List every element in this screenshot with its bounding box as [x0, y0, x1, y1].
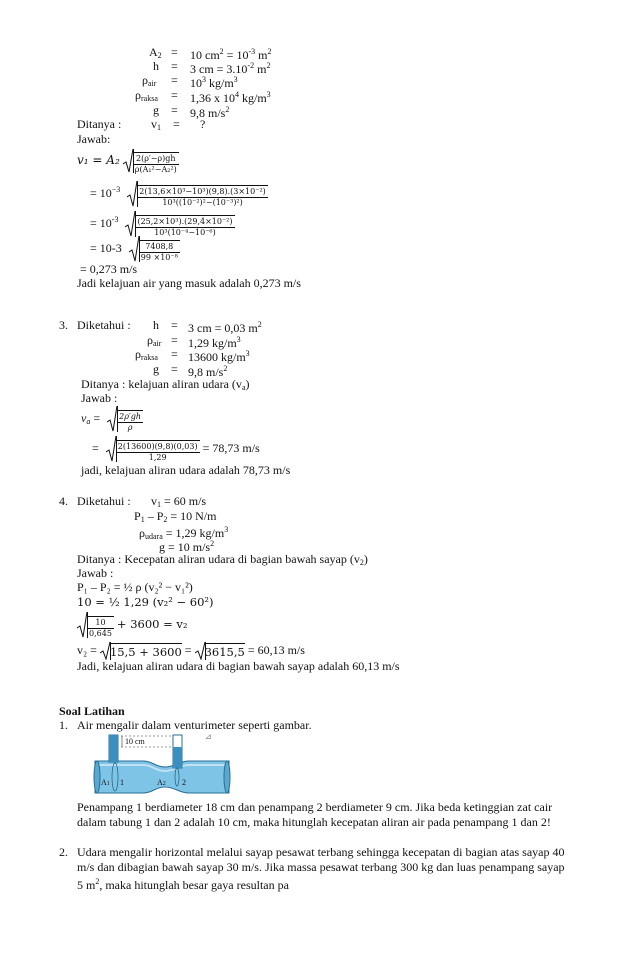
pointer-mark: ⊿ [205, 732, 212, 741]
p4-row-g: g = 10 $m/s^2$ [159, 539, 215, 554]
radical-icon [195, 642, 205, 660]
question-2-line-3: 5 $m^2$, maka hitunglah besar gaya resultan pa [77, 877, 289, 892]
question-1-text: Air mengalir dalam venturimeter seperti gambar. [77, 718, 312, 732]
p4-eq4: v₂ = 15,5 + 3600 = 3615,5 = 60,13 m/s [77, 643, 305, 660]
formula-step-1: = $10^{-3}$ $\frac{\text{2(13,6×10³−10³)(9,8).(3×10⁻²)}}{\text{10³((10⁻²)²−(10⁻³)²)}}$ [90, 176, 268, 204]
question-1-body-line-2: dalam tabung 1 dan 2 adalah 10 cm, maka hitunglah kecepatan aliran air pada penampang 1 dan 2! [77, 815, 551, 829]
ditanya-label: Ditanya : [77, 117, 122, 131]
formula-v1: v₁ = A₂ $\frac{2(\rho'-\rho)gh}{\text{ρ(A₁²−A₂²)}}$ [77, 147, 179, 173]
p4-ditanya: Ditanya : Kecepatan aliran udara di bagian bawah sayap $(v_2)$ [77, 552, 368, 567]
jawab-label: Jawab: [77, 132, 111, 146]
p3-ditanya: Ditanya : kelajuan aliran udara $(v_a)$ [81, 377, 250, 392]
p4-row-dp: $P_1 - P_2 = 10$ N/m [134, 509, 217, 524]
problem-number: 3. [59, 318, 68, 332]
result-v1: = 0,273 m/s [80, 262, 138, 276]
problem-number: 4. [59, 494, 68, 508]
given-value-rho-air: $10^3$ $kg/m^3$ [190, 75, 238, 90]
question-1-body-line-1: Penampang 1 berdiameter 18 cm dan penampang 2 berdiameter 9 cm. Jika beda ketinggian zat cair [77, 800, 553, 814]
diketahui-label: Diketahui : [77, 318, 131, 332]
radical-icon [107, 406, 117, 432]
p3-conclusion: jadi, kelajuan aliran udara adalah 78,73 m/s [81, 463, 291, 477]
given-row-rho-air: $\rho_{air}$ [142, 73, 157, 88]
ditanya-symbol: $v_1$ [151, 117, 161, 132]
section-heading: Soal Latihan [59, 704, 125, 718]
p3-value-g: 9,8 $m/s^2$ [188, 364, 228, 379]
question-number: 2. [59, 845, 68, 859]
diketahui-label: Diketahui : [77, 494, 131, 508]
given-value-g: 9,8 $m/s^2$ [190, 105, 230, 120]
radical-icon [106, 436, 116, 462]
radical-icon [77, 612, 87, 638]
radical-icon [129, 236, 139, 262]
given-value-rho-raksa: 1,36 x $10^4$ $kg/m^3$ [190, 90, 271, 105]
p4-eq2: 10 = ½ 1,29 (v₂² − 60²) [77, 595, 214, 609]
radical-icon [123, 149, 133, 173]
given-row-h: h [153, 59, 159, 73]
p4-conclusion: Jadi, kelajuan aliran udara di bagian bawah sayap adalah 60,13 m/s [77, 659, 400, 673]
given-value-a2: 10 $cm^2 = 10^{-3}$ $m^2$ [190, 47, 272, 62]
venturimeter-figure [93, 733, 233, 795]
question-2-line-1: Udara mengalir horizontal melalui sayap pesawat terbang sehingga kecepatan di bagian atas sayap 40 [77, 845, 565, 859]
conclusion-1: Jadi kelajuan air yang masuk adalah 0,273 m/s [77, 276, 301, 290]
formula-step-2: = $10^{-3}$ $\frac{\text{(25,2×10³).(29,4×10⁻²)}}{\text{10³(10⁻⁴−10⁻⁶)}}$ [90, 206, 235, 234]
p4-eq3: $\frac{10}{0,645}$ + 3600 = v₂ [77, 610, 188, 638]
radical-icon [100, 642, 110, 660]
given-value-h: 3 cm = $3.10^{-2}$ $m^2$ [190, 61, 271, 76]
p4-jawab: Jawab : [77, 566, 114, 580]
question-number: 1. [59, 718, 68, 732]
formula-step-3: = 10-3 $\frac{7408,8}{\text{99 ×10⁻⁸}}$ [90, 234, 180, 262]
p3-value-rho-raksa: 13600 $kg/m^3$ [188, 349, 250, 364]
p3-formula: $v_a$ = $\frac{2\rho'gh}{\rho}$ [81, 404, 143, 432]
given-row-g: g [153, 103, 159, 117]
given-row-a2: $A_2$ [149, 45, 162, 60]
p4-row-v1: $v_1 = 60$ m/s [151, 494, 207, 509]
p3-value-rho-air: 1,29 $kg/m^3$ [188, 335, 241, 350]
section-label-2: 2 [182, 778, 186, 787]
area-label-a2: A2 [157, 778, 166, 787]
question-2-line-2: m/s dan dibagian bawah sayap 30 m/s. Jika massa pesawat terbang 300 kg dan luas penampang sayap [77, 860, 565, 874]
section-label-1: 1 [120, 778, 124, 787]
given-row-rho-raksa: $\rho_{raksa}$ [135, 88, 158, 103]
p3-step: = $\frac{2(13600)(9,8)(0,03)}{1,29}$ = 78,73 m/s [92, 434, 260, 462]
p4-eq1: P₁ – P₂ = ½ ρ (v₂² − v₁²) [77, 580, 193, 594]
area-label-a1: A1 [101, 778, 110, 787]
p3-value-h: 3 cm = 0,03 $m^2$ [188, 320, 262, 335]
height-label: 10 cm [125, 737, 145, 746]
p3-jawab: Jawab : [81, 391, 118, 405]
radical-icon [127, 181, 137, 207]
p4-row-rho: $\rho_{udara} = 1,29$ $kg/m^3$ [139, 525, 229, 541]
